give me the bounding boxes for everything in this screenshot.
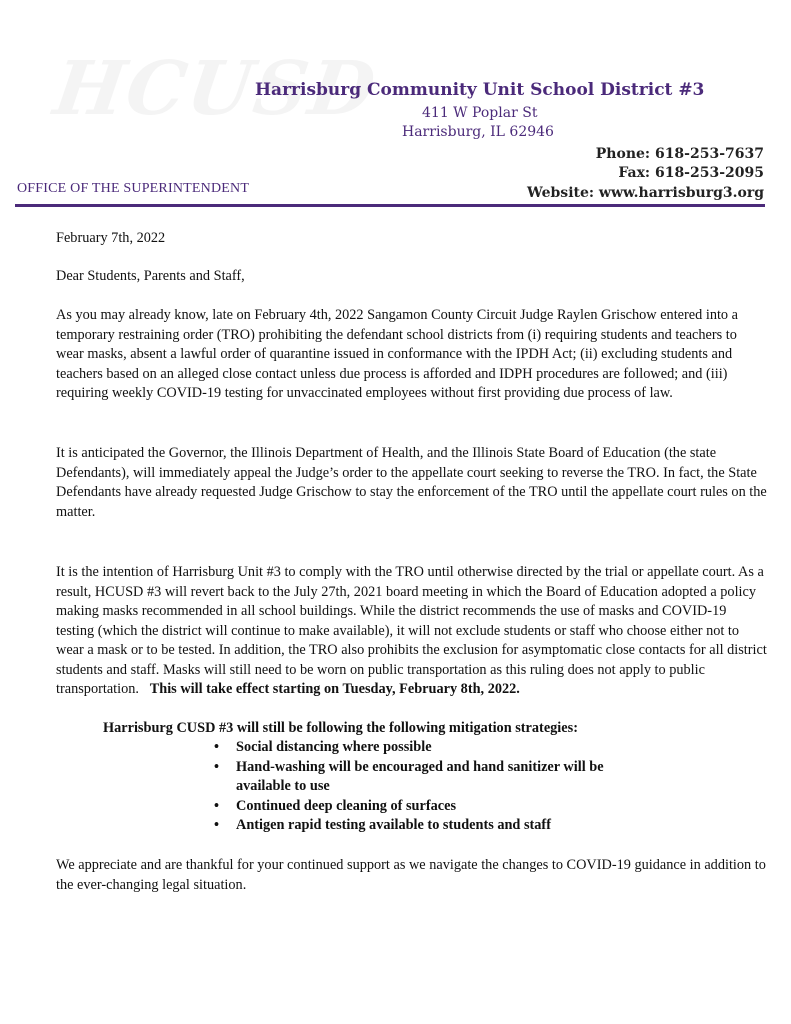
list-item: [214, 738, 654, 758]
mitigation-heading: Harrisburg CUSD #3 will still be following the following mitigation strategies:: [103, 720, 578, 736]
district-name: Harrisburg Community Unit School District #3: [255, 80, 705, 100]
paragraph-tro-summary: As you may already know, late on February 4th, 2022 Sangamon County Circuit Judge Raylen Grischow entered into a temporary restraining order (TRO) prohibiting the defendant school districts from (i) requiring students and teachers to wear masks, absent a lawful order of quarantine issued in conformance with the IPDH Act; (ii) excluding students and teachers based on an alleged close contact unless due process is afforded and IDPH procedures are followed; and (iii) requiring weekly COVID-19 testing for unvaccinated employees without first providing due process of law.: [56, 307, 739, 401]
strategy-text: Hand-washing will be encouraged and hand sanitizer will be available to use: [236, 758, 604, 794]
letter-date: February 7th, 2022: [56, 230, 166, 246]
paragraph-district-response: [56, 563, 768, 700]
fax-number: Fax: 618-253-2095: [618, 165, 764, 181]
strategy-text: Social distancing where possible: [236, 739, 432, 755]
list-item: [214, 758, 654, 797]
website-link[interactable]: Website: www.harrisburg3.org: [527, 185, 764, 201]
address-street: 411 W Poplar St: [422, 105, 538, 121]
strategy-text: Antigen rapid testing available to students and staff: [236, 817, 551, 833]
list-item: [214, 816, 654, 836]
district-logo-watermark: HCUSD: [48, 46, 383, 132]
address-city: Harrisburg, IL 62946: [402, 124, 554, 140]
office-title: OFFICE OF THE SUPERINTENDENT: [17, 181, 250, 196]
strategy-text: Continued deep cleaning of surfaces: [236, 797, 457, 814]
mitigation-strategies-list: [214, 738, 654, 836]
paragraph-closing: We appreciate and are thankful for your continued support as we navigate the changes to COVID-19 guidance in addition to the ever-changing legal situation.: [56, 857, 766, 893]
bullet-icon: •: [214, 758, 220, 775]
letter-salutation: Dear Students, Parents and Staff,: [56, 268, 245, 284]
list-item: [214, 797, 654, 817]
effective-date-notice: This will take effect starting on Tuesday, February 8th, 2022.: [149, 681, 520, 697]
bullet-icon: •: [214, 797, 220, 814]
bullet-icon: •: [214, 739, 220, 755]
bullet-icon: •: [214, 817, 220, 833]
paragraph-appeal: It is anticipated the Governor, the Illinois Department of Health, and the Illinois State Board of Education (the state Defendants), will immediately appeal the Judge’s order to the appellate court seeking to reverse the TRO. In fact, the State Defendants have already requested Judge Grischow to stay the enforcement of the TRO until the appellate court rules on the matter.: [56, 445, 767, 520]
paragraph-district-response-text: It is the intention of Harrisburg Unit #3 to comply with the TRO until otherwise directed by the trial or appellate court. As a result, HCUSD #3 will revert back to the July 27th, 2021 board meeting in which the Board of Education adopted a policy making masks recommended in all school buildings. While the district recommends the use of masks and COVID-19 testing (which the district will continue to make available), it will not exclude students or staff who choose either not to wear a mask or to be tested. In addition, the TRO also prohibits the exclusion for asymptomatic close contacts for all district students and staff. Masks will still need to be worn on public transportation as this ruling does not apply to public transportation.: [56, 564, 767, 697]
letterhead-divider: [15, 204, 765, 207]
phone-number: Phone: 618-253-7637: [595, 146, 764, 162]
